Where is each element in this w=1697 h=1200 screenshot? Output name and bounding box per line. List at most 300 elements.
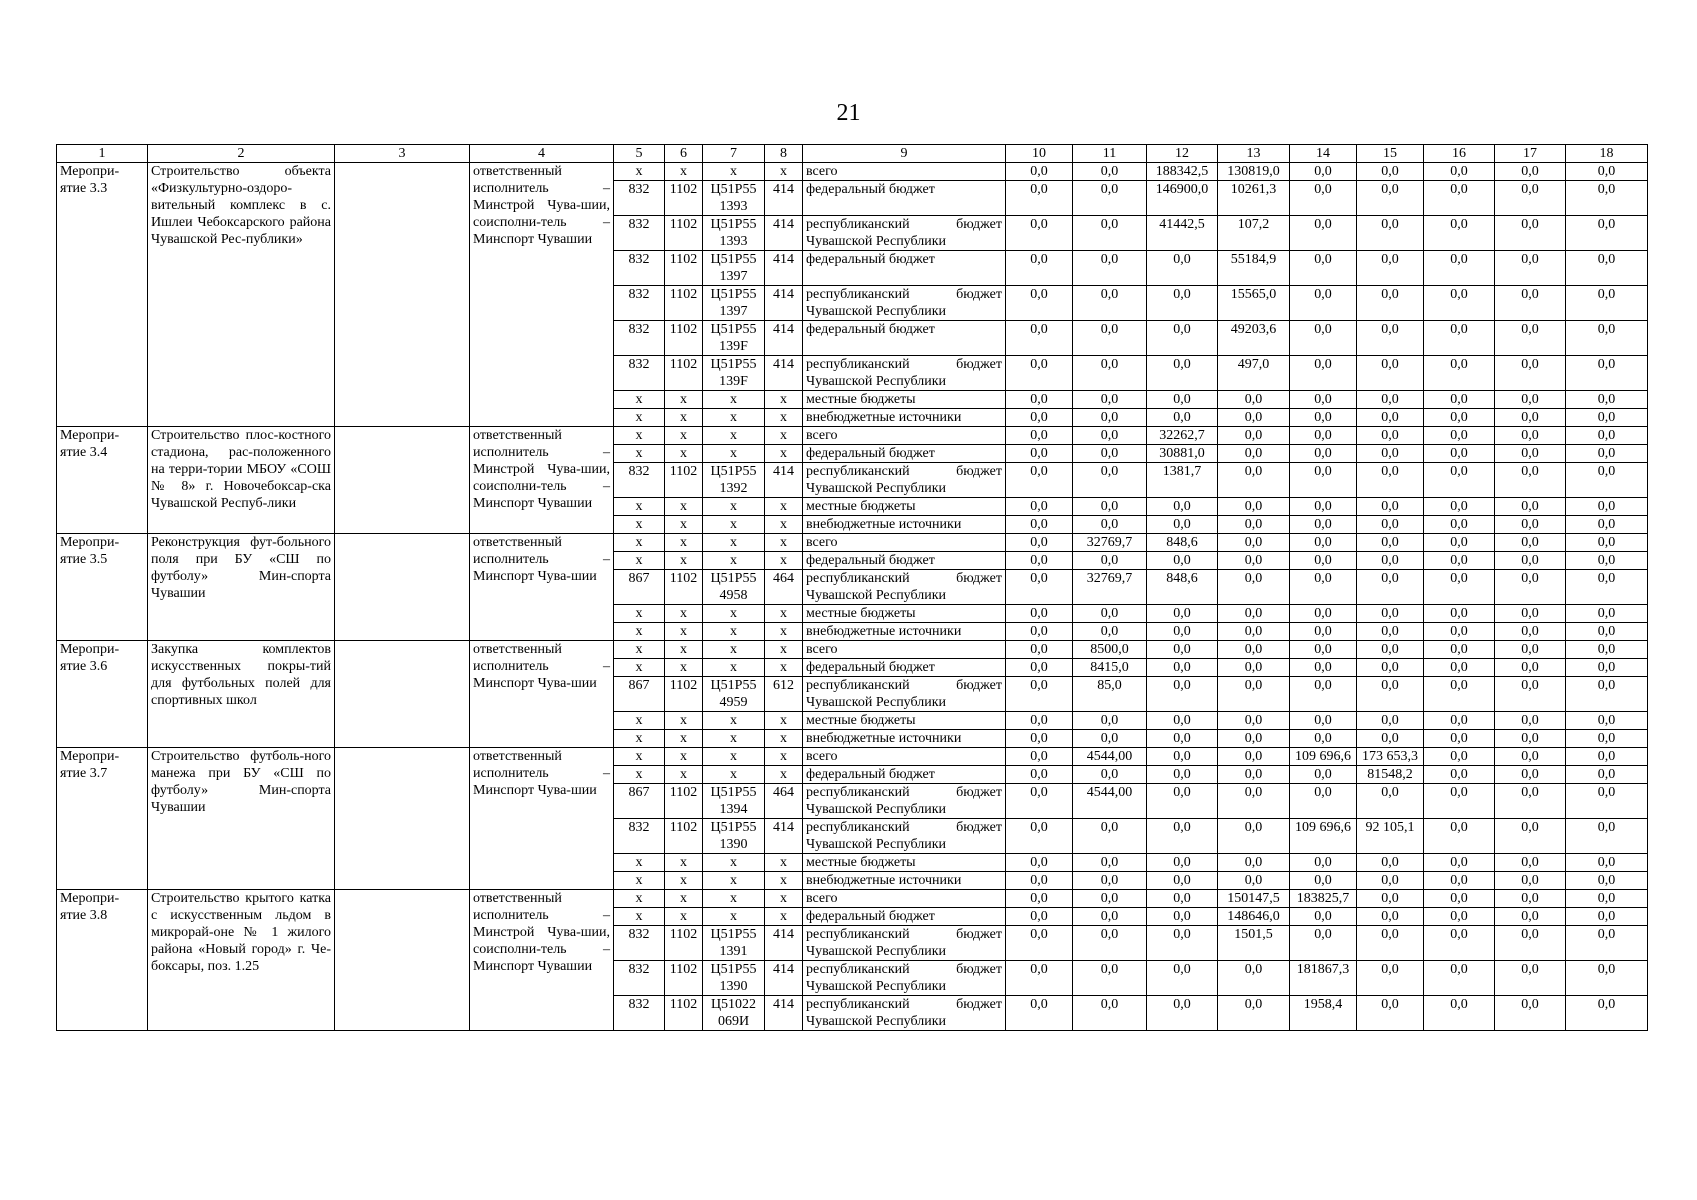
section-code-cell: 1102 <box>665 996 703 1031</box>
amount-cell: 0,0 <box>1357 534 1424 552</box>
budget-code-cell: 832 <box>614 181 665 216</box>
event-block <box>57 534 1648 641</box>
amount-cell: 0,0 <box>1006 854 1073 872</box>
event-number: Меропри-ятие 3.5 <box>57 534 148 641</box>
target-article-cell: Ц51022 069И <box>703 996 765 1031</box>
expense-type-cell: х <box>765 730 803 748</box>
amount-cell: 0,0 <box>1357 391 1424 409</box>
funding-source-cell: местные бюджеты <box>803 498 1006 516</box>
amount-cell: 0,0 <box>1424 712 1495 730</box>
amount-cell: 0,0 <box>1566 641 1648 659</box>
amount-cell: 0,0 <box>1006 427 1073 445</box>
amount-cell: 0,0 <box>1566 181 1648 216</box>
amount-cell: 0,0 <box>1495 908 1566 926</box>
amount-cell: 0,0 <box>1218 677 1290 712</box>
amount-cell: 0,0 <box>1424 730 1495 748</box>
amount-cell: 0,0 <box>1357 908 1424 926</box>
amount-cell: 0,0 <box>1147 890 1218 908</box>
amount-cell: 0,0 <box>1566 463 1648 498</box>
expense-type-cell: х <box>765 552 803 570</box>
amount-cell: 0,0 <box>1424 926 1495 961</box>
amount-cell: 0,0 <box>1495 498 1566 516</box>
amount-cell: 0,0 <box>1073 321 1147 356</box>
section-code-cell: 1102 <box>665 356 703 391</box>
amount-cell: 0,0 <box>1147 356 1218 391</box>
amount-cell: 32769,7 <box>1073 570 1147 605</box>
amount-cell: 0,0 <box>1495 356 1566 391</box>
funding-source-cell: внебюджетные источники <box>803 623 1006 641</box>
amount-cell: 0,0 <box>1290 926 1357 961</box>
amount-cell: 0,0 <box>1218 641 1290 659</box>
amount-cell: 81548,2 <box>1357 766 1424 784</box>
amount-cell: 0,0 <box>1290 286 1357 321</box>
event-executor: ответственный исполнитель – Минспорт Чува-шии <box>470 641 614 748</box>
event-col3 <box>335 427 470 534</box>
target-article-cell: Ц51Р55 1390 <box>703 961 765 996</box>
event-number: Меропри-ятие 3.8 <box>57 890 148 1031</box>
amount-cell: 0,0 <box>1424 445 1495 463</box>
budget-code-cell: 867 <box>614 677 665 712</box>
target-article-cell: х <box>703 163 765 181</box>
amount-cell: 146900,0 <box>1147 181 1218 216</box>
amount-cell: 0,0 <box>1357 498 1424 516</box>
column-number: 13 <box>1218 145 1290 163</box>
expense-type-cell: 414 <box>765 819 803 854</box>
section-code-cell: х <box>665 409 703 427</box>
amount-cell: 0,0 <box>1073 286 1147 321</box>
amount-cell: 0,0 <box>1073 872 1147 890</box>
amount-cell: 0,0 <box>1073 216 1147 251</box>
amount-cell: 0,0 <box>1147 961 1218 996</box>
amount-cell: 0,0 <box>1290 321 1357 356</box>
amount-cell: 0,0 <box>1073 766 1147 784</box>
amount-cell: 0,0 <box>1006 570 1073 605</box>
amount-cell: 0,0 <box>1218 659 1290 677</box>
event-executor: ответственный исполнитель – Минстрой Чува-шии, соисполни-тель – Минспорт Чувашии <box>470 427 614 534</box>
amount-cell: 0,0 <box>1290 498 1357 516</box>
amount-cell: 0,0 <box>1566 216 1648 251</box>
table-row <box>57 427 1648 445</box>
amount-cell: 0,0 <box>1495 534 1566 552</box>
amount-cell: 0,0 <box>1495 216 1566 251</box>
amount-cell: 0,0 <box>1357 872 1424 890</box>
amount-cell: 0,0 <box>1290 409 1357 427</box>
section-code-cell: 1102 <box>665 321 703 356</box>
target-article-cell: Ц51Р55 1397 <box>703 286 765 321</box>
amount-cell: 848,6 <box>1147 570 1218 605</box>
amount-cell: 0,0 <box>1073 427 1147 445</box>
amount-cell: 0,0 <box>1006 659 1073 677</box>
expense-type-cell: х <box>765 641 803 659</box>
section-code-cell: 1102 <box>665 784 703 819</box>
amount-cell: 0,0 <box>1357 623 1424 641</box>
section-code-cell: х <box>665 391 703 409</box>
amount-cell: 1958,4 <box>1290 996 1357 1031</box>
event-number: Меропри-ятие 3.6 <box>57 641 148 748</box>
amount-cell: 41442,5 <box>1147 216 1218 251</box>
expense-type-cell: х <box>765 712 803 730</box>
funding-source-cell: местные бюджеты <box>803 854 1006 872</box>
section-code-cell: 1102 <box>665 251 703 286</box>
amount-cell: 0,0 <box>1566 854 1648 872</box>
amount-cell: 10261,3 <box>1218 181 1290 216</box>
section-code-cell: 1102 <box>665 677 703 712</box>
event-block <box>57 427 1648 534</box>
column-number: 12 <box>1147 145 1218 163</box>
amount-cell: 0,0 <box>1147 926 1218 961</box>
column-number: 10 <box>1006 145 1073 163</box>
amount-cell: 0,0 <box>1006 251 1073 286</box>
expense-type-cell: х <box>765 872 803 890</box>
amount-cell: 0,0 <box>1073 356 1147 391</box>
amount-cell: 497,0 <box>1218 356 1290 391</box>
amount-cell: 107,2 <box>1218 216 1290 251</box>
amount-cell: 0,0 <box>1006 784 1073 819</box>
column-number: 17 <box>1495 145 1566 163</box>
amount-cell: 0,0 <box>1290 872 1357 890</box>
amount-cell: 0,0 <box>1290 516 1357 534</box>
amount-cell: 0,0 <box>1147 854 1218 872</box>
event-number: Меропри-ятие 3.4 <box>57 427 148 534</box>
amount-cell: 0,0 <box>1357 216 1424 251</box>
amount-cell: 0,0 <box>1566 534 1648 552</box>
budget-code-cell: х <box>614 854 665 872</box>
amount-cell: 0,0 <box>1073 409 1147 427</box>
column-number: 14 <box>1290 145 1357 163</box>
section-code-cell: х <box>665 516 703 534</box>
amount-cell: 0,0 <box>1495 623 1566 641</box>
expense-type-cell: х <box>765 534 803 552</box>
expense-type-cell: х <box>765 659 803 677</box>
amount-cell: 0,0 <box>1566 391 1648 409</box>
budget-code-cell: х <box>614 641 665 659</box>
funding-source-cell: республиканский бюджет Чувашской Республики <box>803 356 1006 391</box>
amount-cell: 0,0 <box>1357 552 1424 570</box>
target-article-cell: х <box>703 534 765 552</box>
section-code-cell: 1102 <box>665 463 703 498</box>
amount-cell: 173 653,3 <box>1357 748 1424 766</box>
target-article-cell: Ц51Р55 1391 <box>703 926 765 961</box>
budget-code-cell: х <box>614 409 665 427</box>
target-article-cell: Ц51Р55 139F <box>703 321 765 356</box>
amount-cell: 0,0 <box>1073 498 1147 516</box>
amount-cell: 0,0 <box>1218 498 1290 516</box>
amount-cell: 0,0 <box>1218 463 1290 498</box>
expense-type-cell: 414 <box>765 216 803 251</box>
amount-cell: 0,0 <box>1424 409 1495 427</box>
amount-cell: 0,0 <box>1290 623 1357 641</box>
amount-cell: 0,0 <box>1147 552 1218 570</box>
funding-source-cell: всего <box>803 748 1006 766</box>
target-article-cell: х <box>703 605 765 623</box>
funding-source-cell: местные бюджеты <box>803 391 1006 409</box>
amount-cell: 0,0 <box>1495 854 1566 872</box>
target-article-cell: х <box>703 748 765 766</box>
amount-cell: 0,0 <box>1357 570 1424 605</box>
amount-cell: 0,0 <box>1218 819 1290 854</box>
amount-cell: 0,0 <box>1006 181 1073 216</box>
amount-cell: 0,0 <box>1357 890 1424 908</box>
budget-code-cell: х <box>614 445 665 463</box>
amount-cell: 109 696,6 <box>1290 748 1357 766</box>
amount-cell: 0,0 <box>1147 251 1218 286</box>
amount-cell: 0,0 <box>1495 570 1566 605</box>
amount-cell: 0,0 <box>1495 409 1566 427</box>
amount-cell: 0,0 <box>1073 623 1147 641</box>
section-code-cell: х <box>665 748 703 766</box>
amount-cell: 0,0 <box>1424 286 1495 321</box>
amount-cell: 0,0 <box>1006 552 1073 570</box>
amount-cell: 0,0 <box>1290 356 1357 391</box>
amount-cell: 92 105,1 <box>1357 819 1424 854</box>
amount-cell: 0,0 <box>1147 516 1218 534</box>
amount-cell: 0,0 <box>1566 784 1648 819</box>
amount-cell: 0,0 <box>1218 854 1290 872</box>
amount-cell: 0,0 <box>1290 445 1357 463</box>
expense-type-cell: х <box>765 163 803 181</box>
amount-cell: 0,0 <box>1495 463 1566 498</box>
amount-cell: 0,0 <box>1218 996 1290 1031</box>
amount-cell: 848,6 <box>1147 534 1218 552</box>
amount-cell: 0,0 <box>1218 748 1290 766</box>
event-block <box>57 890 1648 1031</box>
amount-cell: 0,0 <box>1424 216 1495 251</box>
amount-cell: 0,0 <box>1006 641 1073 659</box>
target-article-cell: х <box>703 391 765 409</box>
column-number: 4 <box>470 145 614 163</box>
amount-cell: 0,0 <box>1424 427 1495 445</box>
amount-cell: 0,0 <box>1424 181 1495 216</box>
funding-source-cell: республиканский бюджет Чувашской Республики <box>803 216 1006 251</box>
budget-code-cell: 867 <box>614 784 665 819</box>
amount-cell: 0,0 <box>1073 996 1147 1031</box>
amount-cell: 0,0 <box>1495 996 1566 1031</box>
amount-cell: 0,0 <box>1424 819 1495 854</box>
amount-cell: 30881,0 <box>1147 445 1218 463</box>
amount-cell: 0,0 <box>1424 766 1495 784</box>
section-code-cell: х <box>665 659 703 677</box>
expense-type-cell: 414 <box>765 286 803 321</box>
event-block <box>57 641 1648 748</box>
event-name: Строительство крытого катка с искусственным льдом в микрорай-оне № 1 жилого района «Новый город» г. Че-боксары, поз. 1.25 <box>148 890 335 1031</box>
target-article-cell: х <box>703 766 765 784</box>
amount-cell: 0,0 <box>1147 659 1218 677</box>
event-col3 <box>335 163 470 427</box>
section-code-cell: 1102 <box>665 181 703 216</box>
section-code-cell: х <box>665 712 703 730</box>
section-code-cell: х <box>665 605 703 623</box>
amount-cell: 0,0 <box>1357 605 1424 623</box>
budget-code-cell: х <box>614 890 665 908</box>
amount-cell: 0,0 <box>1147 605 1218 623</box>
amount-cell: 0,0 <box>1073 890 1147 908</box>
amount-cell: 85,0 <box>1073 677 1147 712</box>
amount-cell: 0,0 <box>1424 605 1495 623</box>
amount-cell: 0,0 <box>1566 427 1648 445</box>
funding-source-cell: федеральный бюджет <box>803 659 1006 677</box>
amount-cell: 0,0 <box>1006 534 1073 552</box>
expense-type-cell: 414 <box>765 356 803 391</box>
target-article-cell: Ц51Р55 1392 <box>703 463 765 498</box>
amount-cell: 0,0 <box>1495 552 1566 570</box>
section-code-cell: 1102 <box>665 926 703 961</box>
section-code-cell: 1102 <box>665 216 703 251</box>
column-number: 2 <box>148 145 335 163</box>
section-code-cell: х <box>665 534 703 552</box>
amount-cell: 0,0 <box>1006 516 1073 534</box>
amount-cell: 0,0 <box>1006 286 1073 321</box>
amount-cell: 188342,5 <box>1147 163 1218 181</box>
amount-cell: 0,0 <box>1218 534 1290 552</box>
expense-type-cell: х <box>765 890 803 908</box>
event-number: Меропри-ятие 3.7 <box>57 748 148 890</box>
budget-code-cell: х <box>614 908 665 926</box>
amount-cell: 0,0 <box>1290 391 1357 409</box>
amount-cell: 0,0 <box>1290 216 1357 251</box>
amount-cell: 0,0 <box>1566 251 1648 286</box>
amount-cell: 0,0 <box>1006 498 1073 516</box>
amount-cell: 0,0 <box>1006 409 1073 427</box>
amount-cell: 0,0 <box>1218 605 1290 623</box>
column-number: 1 <box>57 145 148 163</box>
expense-type-cell: х <box>765 516 803 534</box>
column-number: 7 <box>703 145 765 163</box>
budget-code-cell: х <box>614 872 665 890</box>
funding-source-cell: всего <box>803 890 1006 908</box>
amount-cell: 0,0 <box>1073 391 1147 409</box>
budget-code-cell: 832 <box>614 216 665 251</box>
amount-cell: 0,0 <box>1147 712 1218 730</box>
section-code-cell: х <box>665 498 703 516</box>
amount-cell: 0,0 <box>1290 908 1357 926</box>
amount-cell: 0,0 <box>1073 819 1147 854</box>
amount-cell: 0,0 <box>1147 641 1218 659</box>
amount-cell: 0,0 <box>1566 445 1648 463</box>
section-code-cell: х <box>665 552 703 570</box>
amount-cell: 0,0 <box>1495 163 1566 181</box>
amount-cell: 0,0 <box>1495 784 1566 819</box>
expense-type-cell: 414 <box>765 321 803 356</box>
amount-cell: 0,0 <box>1147 784 1218 819</box>
amount-cell: 0,0 <box>1357 463 1424 498</box>
expense-type-cell: х <box>765 427 803 445</box>
amount-cell: 0,0 <box>1566 409 1648 427</box>
budget-code-cell: х <box>614 623 665 641</box>
budget-code-cell: х <box>614 163 665 181</box>
amount-cell: 0,0 <box>1357 356 1424 391</box>
amount-cell: 0,0 <box>1073 926 1147 961</box>
event-col3 <box>335 641 470 748</box>
amount-cell: 0,0 <box>1006 216 1073 251</box>
amount-cell: 0,0 <box>1424 552 1495 570</box>
amount-cell: 4544,00 <box>1073 784 1147 819</box>
amount-cell: 0,0 <box>1495 961 1566 996</box>
table-row <box>57 748 1648 766</box>
funding-source-cell: республиканский бюджет Чувашской Республики <box>803 784 1006 819</box>
amount-cell: 0,0 <box>1424 570 1495 605</box>
amount-cell: 0,0 <box>1495 427 1566 445</box>
amount-cell: 0,0 <box>1006 748 1073 766</box>
amount-cell: 0,0 <box>1495 516 1566 534</box>
target-article-cell: Ц51Р55 1390 <box>703 819 765 854</box>
amount-cell: 0,0 <box>1006 677 1073 712</box>
amount-cell: 0,0 <box>1424 854 1495 872</box>
amount-cell: 0,0 <box>1006 321 1073 356</box>
amount-cell: 0,0 <box>1218 570 1290 605</box>
target-article-cell: х <box>703 445 765 463</box>
column-number: 15 <box>1357 145 1424 163</box>
amount-cell: 0,0 <box>1006 163 1073 181</box>
amount-cell: 4544,00 <box>1073 748 1147 766</box>
funding-source-cell: местные бюджеты <box>803 712 1006 730</box>
amount-cell: 0,0 <box>1566 908 1648 926</box>
section-code-cell: 1102 <box>665 286 703 321</box>
amount-cell: 0,0 <box>1357 926 1424 961</box>
amount-cell: 0,0 <box>1424 872 1495 890</box>
target-article-cell: Ц51Р55 4959 <box>703 677 765 712</box>
budget-code-cell: х <box>614 427 665 445</box>
amount-cell: 0,0 <box>1073 552 1147 570</box>
amount-cell: 0,0 <box>1006 819 1073 854</box>
column-number: 16 <box>1424 145 1495 163</box>
amount-cell: 0,0 <box>1006 463 1073 498</box>
amount-cell: 0,0 <box>1290 181 1357 216</box>
amount-cell: 148646,0 <box>1218 908 1290 926</box>
amount-cell: 0,0 <box>1495 890 1566 908</box>
amount-cell: 0,0 <box>1566 712 1648 730</box>
budget-code-cell: 832 <box>614 321 665 356</box>
amount-cell: 0,0 <box>1006 890 1073 908</box>
amount-cell: 0,0 <box>1147 623 1218 641</box>
amount-cell: 1501,5 <box>1218 926 1290 961</box>
amount-cell: 0,0 <box>1357 409 1424 427</box>
amount-cell: 0,0 <box>1357 641 1424 659</box>
expense-type-cell: 414 <box>765 996 803 1031</box>
funding-source-cell: республиканский бюджет Чувашской Республики <box>803 961 1006 996</box>
event-col3 <box>335 534 470 641</box>
target-article-cell: х <box>703 623 765 641</box>
amount-cell: 130819,0 <box>1218 163 1290 181</box>
amount-cell: 0,0 <box>1073 516 1147 534</box>
funding-source-cell: местные бюджеты <box>803 605 1006 623</box>
event-name: Строительство плос-костного стадиона, рас-положенного на терри-тории МБОУ «СОШ № 8» г. Новочебоксар-ска Чувашской Респуб-лики <box>148 427 335 534</box>
expense-type-cell: х <box>765 445 803 463</box>
amount-cell: 0,0 <box>1566 926 1648 961</box>
amount-cell: 0,0 <box>1147 321 1218 356</box>
amount-cell: 0,0 <box>1357 712 1424 730</box>
budget-table <box>56 144 1648 1031</box>
amount-cell: 0,0 <box>1290 641 1357 659</box>
amount-cell: 0,0 <box>1424 163 1495 181</box>
column-number: 3 <box>335 145 470 163</box>
amount-cell: 0,0 <box>1424 961 1495 996</box>
target-article-cell: Ц51Р55 1393 <box>703 216 765 251</box>
amount-cell: 0,0 <box>1424 996 1495 1031</box>
amount-cell: 0,0 <box>1424 890 1495 908</box>
funding-source-cell: республиканский бюджет Чувашской Республики <box>803 463 1006 498</box>
amount-cell: 0,0 <box>1357 961 1424 996</box>
amount-cell: 0,0 <box>1357 181 1424 216</box>
section-code-cell: 1102 <box>665 570 703 605</box>
funding-source-cell: республиканский бюджет Чувашской Республики <box>803 996 1006 1031</box>
funding-source-cell: внебюджетные источники <box>803 516 1006 534</box>
funding-source-cell: республиканский бюджет Чувашской Республики <box>803 819 1006 854</box>
table-row <box>57 534 1648 552</box>
amount-cell: 0,0 <box>1073 730 1147 748</box>
target-article-cell: Ц51Р55 1397 <box>703 251 765 286</box>
target-article-cell: х <box>703 409 765 427</box>
budget-code-cell: х <box>614 712 665 730</box>
